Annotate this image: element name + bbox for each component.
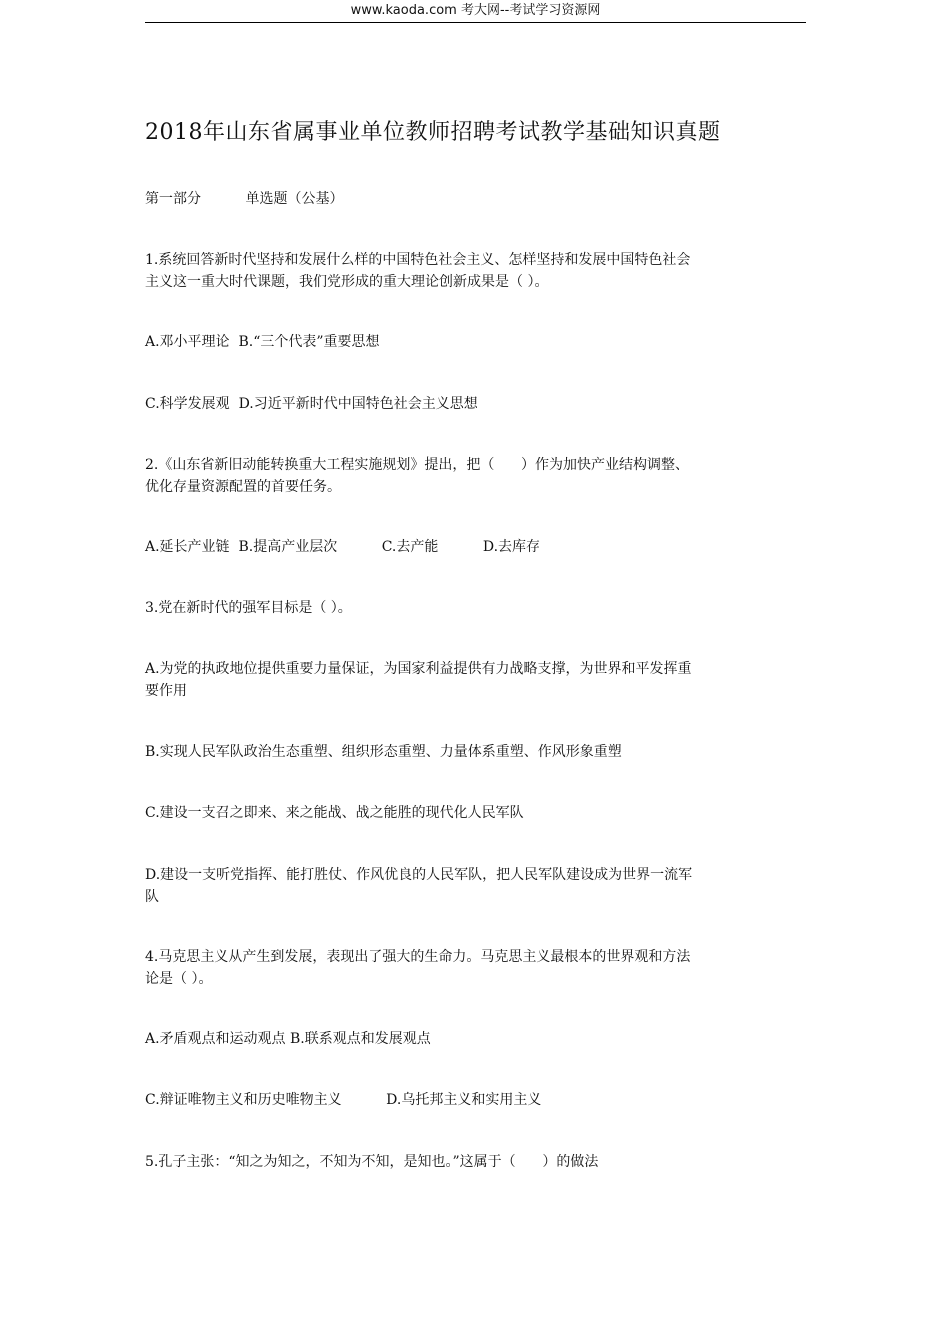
question-3-option-a: A.为党的执政地位提供重要力量保证，为国家利益提供有力战略支撑，为世界和平发挥重 要作用 [145,661,692,699]
question-2: 2.《山东省新旧动能转换重大工程实施规划》提出，把（ ）作为加快产业结构调整、 优化存量资源配置的首要任务。 [145,457,690,495]
question-3-option-d: D.建设一支听党指挥、能打胜仗、作风优良的人民军队，把人民军队建设成为世界一流军 队 [145,867,693,905]
question-1: 1.系统回答新时代坚持和发展什么样的中国特色社会主义、怎样坚持和发展中国特色社会 主义这一重大时代课题，我们党形成的重大理论创新成果是（ ）。 [145,252,691,290]
question-3-option-c: C.建设一支召之即来、来之能战、战之能胜的现代化人民军队 [145,805,524,821]
question-4: 4.马克思主义从产生到发展，表现出了强大的生命力。马克思主义最根本的世界观和方法 论是（ ）。 [145,949,691,987]
site-header: www.kaoda.com 考大网--考试学习资源网 [145,0,806,23]
question-4-options-ab: A.矛盾观点和运动观点 B.联系观点和发展观点 [145,1031,431,1047]
question-5: 5.孔子主张：“知之为知之，不知为不知，是知也。”这属于（ ）的做法 [145,1154,599,1170]
question-3-option-b: B.实现人民军队政治生态重塑、组织形态重塑、力量体系重塑、作风形象重塑 [145,744,622,760]
question-1-options-ab: A.邓小平理论 B.“三个代表”重要思想 [145,334,380,350]
question-3: 3.党在新时代的强军目标是（ ）。 [145,600,352,616]
section-heading: 第一部分 单选题（公基） [145,191,344,207]
question-1-options-cd: C.科学发展观 D.习近平新时代中国特色社会主义思想 [145,396,478,412]
question-2-options: A.延长产业链 B.提高产业层次 C.去产能 D.去库存 [145,539,541,555]
document-title: 2018年山东省属事业单位教师招聘考试教学基础知识真题 [145,120,721,145]
question-4-options-cd: C.辩证唯物主义和历史唯物主义 D.乌托邦主义和实用主义 [145,1092,542,1108]
